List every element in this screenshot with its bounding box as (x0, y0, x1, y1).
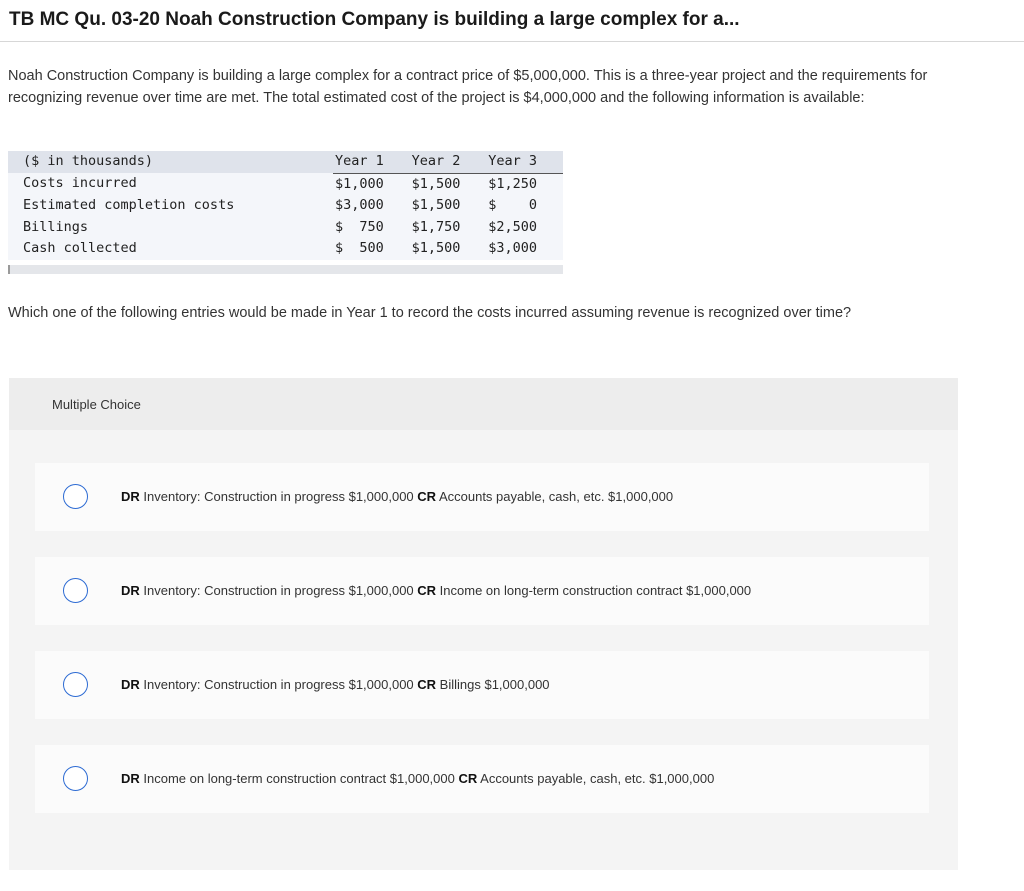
table-row-estimated-completion-costs (8, 195, 563, 217)
credit-marker: CR (417, 677, 437, 692)
credit-entry: Accounts payable, cash, etc. $1,000,000 (436, 489, 674, 504)
table-header-label: ($ in thousands) (8, 151, 333, 173)
debit-entry: Inventory: Construction in progress $1,000,000 (139, 583, 418, 598)
column-header-year-3: Year 3 (486, 151, 563, 173)
title-divider (0, 41, 1024, 42)
data-table-container (8, 151, 563, 260)
credit-marker: CR (417, 583, 437, 598)
table-row-costs-incurred (8, 173, 563, 195)
debit-marker: DR (121, 677, 140, 692)
table-cell: $ 0 (488, 197, 538, 213)
table-cell: $1,500 (411, 197, 461, 213)
row-label: Billings (23, 218, 89, 235)
table-cell: $ 750 (334, 218, 384, 235)
credit-marker: CR (417, 489, 437, 504)
credit-entry: Income on long-term construction contract $1,000,000 (436, 583, 752, 598)
answer-option-2[interactable] (35, 557, 929, 625)
table-cell: $3,000 (334, 197, 384, 213)
multiple-choice-header (9, 378, 958, 430)
row-label: Costs incurred (23, 175, 137, 192)
credit-marker: CR (458, 771, 478, 786)
radio-button-icon[interactable] (63, 578, 88, 603)
table-cell: $2,500 (488, 218, 538, 235)
radio-button-icon[interactable] (63, 766, 88, 791)
answer-option-text (121, 583, 751, 598)
table-row-cash-collected (8, 238, 563, 260)
multiple-choice-panel (9, 378, 958, 870)
answer-option-text (121, 677, 550, 692)
credit-entry: Billings $1,000,000 (436, 677, 550, 692)
answer-option-3[interactable] (35, 651, 929, 719)
debit-marker: DR (121, 583, 140, 598)
row-label: Cash collected (23, 240, 137, 256)
table-cell: $1,750 (411, 218, 461, 235)
debit-entry: Income on long-term construction contract $1,000,000 (139, 771, 459, 786)
column-header-year-1: Year 1 (333, 151, 410, 173)
table-row-billings (8, 217, 563, 239)
debit-marker: DR (121, 489, 140, 504)
answer-option-1[interactable] (35, 463, 929, 531)
table-cell: $1,000 (334, 175, 384, 192)
table-horizontal-scrollbar[interactable] (8, 265, 563, 274)
question-text: Which one of the following entries would be made in Year 1 to record the costs incurred assuming revenue is recognized over time? (8, 305, 852, 321)
table-cell: $3,000 (488, 240, 538, 256)
multiple-choice-label: Multiple Choice (52, 397, 141, 412)
table-cell: $1,250 (488, 175, 538, 192)
credit-entry: Accounts payable, cash, etc. $1,000,000 (477, 771, 715, 786)
debit-entry: Inventory: Construction in progress $1,000,000 (139, 489, 418, 504)
table-cell: $1,500 (411, 240, 461, 256)
answer-option-text (121, 489, 673, 504)
problem-intro: Noah Construction Company is building a large complex for a contract price of $5,000,000. This is a three-year project and the requirements for recognizing revenue over time are met. The total estimated cost of the project is $4,000,000 and the following information is available: (8, 68, 928, 106)
question-title: TB MC Qu. 03-20 Noah Construction Company is building a large complex for a... (9, 9, 740, 30)
row-label: Estimated completion costs (23, 197, 235, 213)
debit-marker: DR (121, 771, 140, 786)
answer-option-4[interactable] (35, 745, 929, 813)
data-table (8, 151, 563, 260)
table-header-row (8, 151, 563, 173)
answer-option-text (121, 771, 714, 786)
debit-entry: Inventory: Construction in progress $1,000,000 (139, 677, 418, 692)
table-cell: $1,500 (411, 175, 461, 192)
column-header-year-2: Year 2 (410, 151, 487, 173)
radio-button-icon[interactable] (63, 672, 88, 697)
radio-button-icon[interactable] (63, 484, 88, 509)
table-cell: $ 500 (334, 240, 384, 256)
